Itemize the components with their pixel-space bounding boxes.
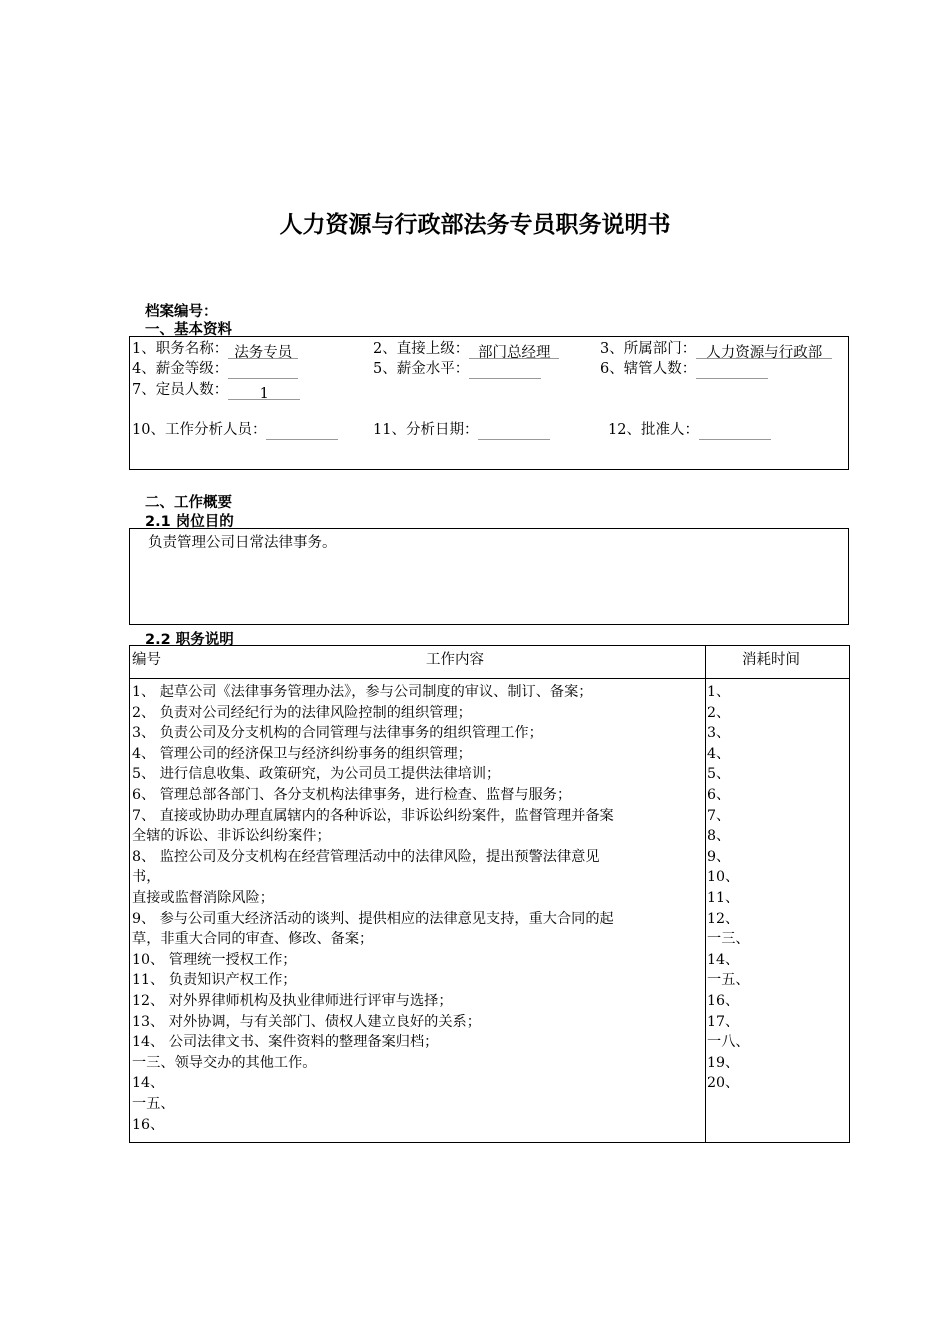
duty-line: 直接或监督消除风险； [132,890,274,906]
salary-grade-label: 4、薪金等级： [132,361,229,377]
job-title-value: 法务专员 [228,343,298,359]
duty-line: 11、 负责知识产权工作； [132,972,297,989]
duty-line: 14、 公司法律文书、案件资料的整理备案归档； [132,1034,439,1051]
archive-number-label: 档案编号： [145,304,218,320]
duty-line: 12、 对外界律师机构及执业律师进行评审与选择； [132,993,453,1009]
duty-line: 1、 起草公司《法律事务管理办法》，参与公司制度的审议、制订、备案； [132,684,593,700]
salary-grade-blank [228,363,298,379]
supervisor-value: 部门总经理 [469,343,559,359]
duty-line: 14、 [132,1075,165,1092]
analyst-label: 10、工作分析人员： [132,422,267,438]
job-title-label: 1、职务名称： [132,341,229,357]
headcount-label: 7、定员人数： [132,382,229,398]
salary-level-blank [469,363,541,379]
job-title-field [132,339,298,359]
duty-line: 3、 负责公司及分支机构的合同管理与法律事务的组织管理工作； [132,725,543,742]
time-line: 19、 [707,1054,740,1071]
time-line: 12、 [707,910,740,927]
duty-line: 10、 管理统一授权工作； [132,951,297,968]
table-header-divider [129,678,850,679]
department-value: 人力资源与行政部 [696,343,832,359]
time-line: 一八、 [707,1034,750,1051]
duty-line: 全辖的诉讼、非诉讼纠纷案件； [132,828,331,845]
duty-line: 一五、 [132,1096,175,1112]
subordinates-label: 6、辖管人数： [600,361,697,377]
analyst-field [132,420,338,440]
department-label: 3、所属部门： [600,341,697,357]
time-line: 2、 [707,704,731,721]
duty-line: 8、 监控公司及分支机构在经营管理活动中的法律风险，提出预警法律意见 [132,848,600,865]
headcount-value: 1 [228,384,300,400]
duty-line: 5、 进行信息收集、政策研究，为公司员工提供法律培训； [132,766,501,783]
duty-line: 13、 对外协调，与有关部门、债权人建立良好的关系； [132,1013,481,1030]
time-line: 6、 [707,787,731,803]
time-line: 7、 [707,807,731,824]
salary-grade-field [132,359,298,379]
duty-line: 草，非重大合同的审查、修改、备案； [132,931,374,948]
time-line: 16、 [707,993,740,1009]
duty-line: 6、 管理总部各部门、各分支机构法律事务，进行检查、监督与服务； [132,787,572,803]
duty-line: 9、 参与公司重大经济活动的谈判、提供相应的法律意见支持，重大合同的起 [132,910,614,927]
supervisor-field [373,339,559,359]
time-line: 3、 [707,725,731,742]
time-line: 1、 [707,684,731,700]
duty-line: 7、 直接或协助办理直属辖内的各种诉讼，非诉讼纠纷案件，监督管理并备案 [132,807,614,824]
duty-line: 2、 负责对公司经纪行为的法律风险控制的组织管理； [132,704,472,721]
time-line: 8、 [707,828,731,845]
table-header-number: 编号 [132,652,161,668]
approver-label: 12、批准人： [608,422,699,438]
salary-level-field [373,359,541,379]
subordinates-blank [696,363,768,379]
table-column-divider [705,645,706,1143]
page-title: 人力资源与行政部法务专员职务说明书 [279,212,671,238]
section-job-overview-heading: 二、工作概要 [145,495,232,511]
salary-level-label: 5、薪金水平： [373,361,470,377]
time-line: 17、 [707,1013,740,1030]
duty-line: 16、 [132,1116,165,1133]
job-description-heading: 2.2 职务说明 [145,632,234,648]
time-line: 5、 [707,766,731,783]
table-header-time: 消耗时间 [742,652,800,668]
approver-blank [699,424,771,440]
duty-line: 一三、领导交办的其他工作。 [132,1054,317,1071]
analysis-date-label: 11、分析日期： [373,422,479,438]
time-line: 一三、 [707,931,750,948]
time-line: 4、 [707,745,731,762]
approver-field [608,420,771,440]
time-line: 14、 [707,951,740,968]
table-header-content: 工作内容 [426,652,484,668]
analysis-date-field [373,420,550,440]
headcount-field [132,380,300,400]
analysis-date-blank [478,424,550,440]
time-line: 20、 [707,1075,740,1092]
time-line: 一五、 [707,972,750,989]
analyst-blank [266,424,338,440]
job-purpose-text: 负责管理公司日常法律事务。 [148,535,337,551]
time-line: 11、 [707,890,740,906]
job-purpose-heading: 2.1 岗位目的 [145,514,234,530]
duty-line: 书， [132,869,161,886]
section-basic-info-heading: 一、基本资料 [145,322,232,338]
supervisor-label: 2、直接上级： [373,341,470,357]
subordinates-field [600,359,768,379]
time-line: 9、 [707,848,731,865]
duty-line: 4、 管理公司的经济保卫与经济纠纷事务的组织管理； [132,745,472,762]
department-field [600,339,832,359]
time-line: 10、 [707,869,740,886]
